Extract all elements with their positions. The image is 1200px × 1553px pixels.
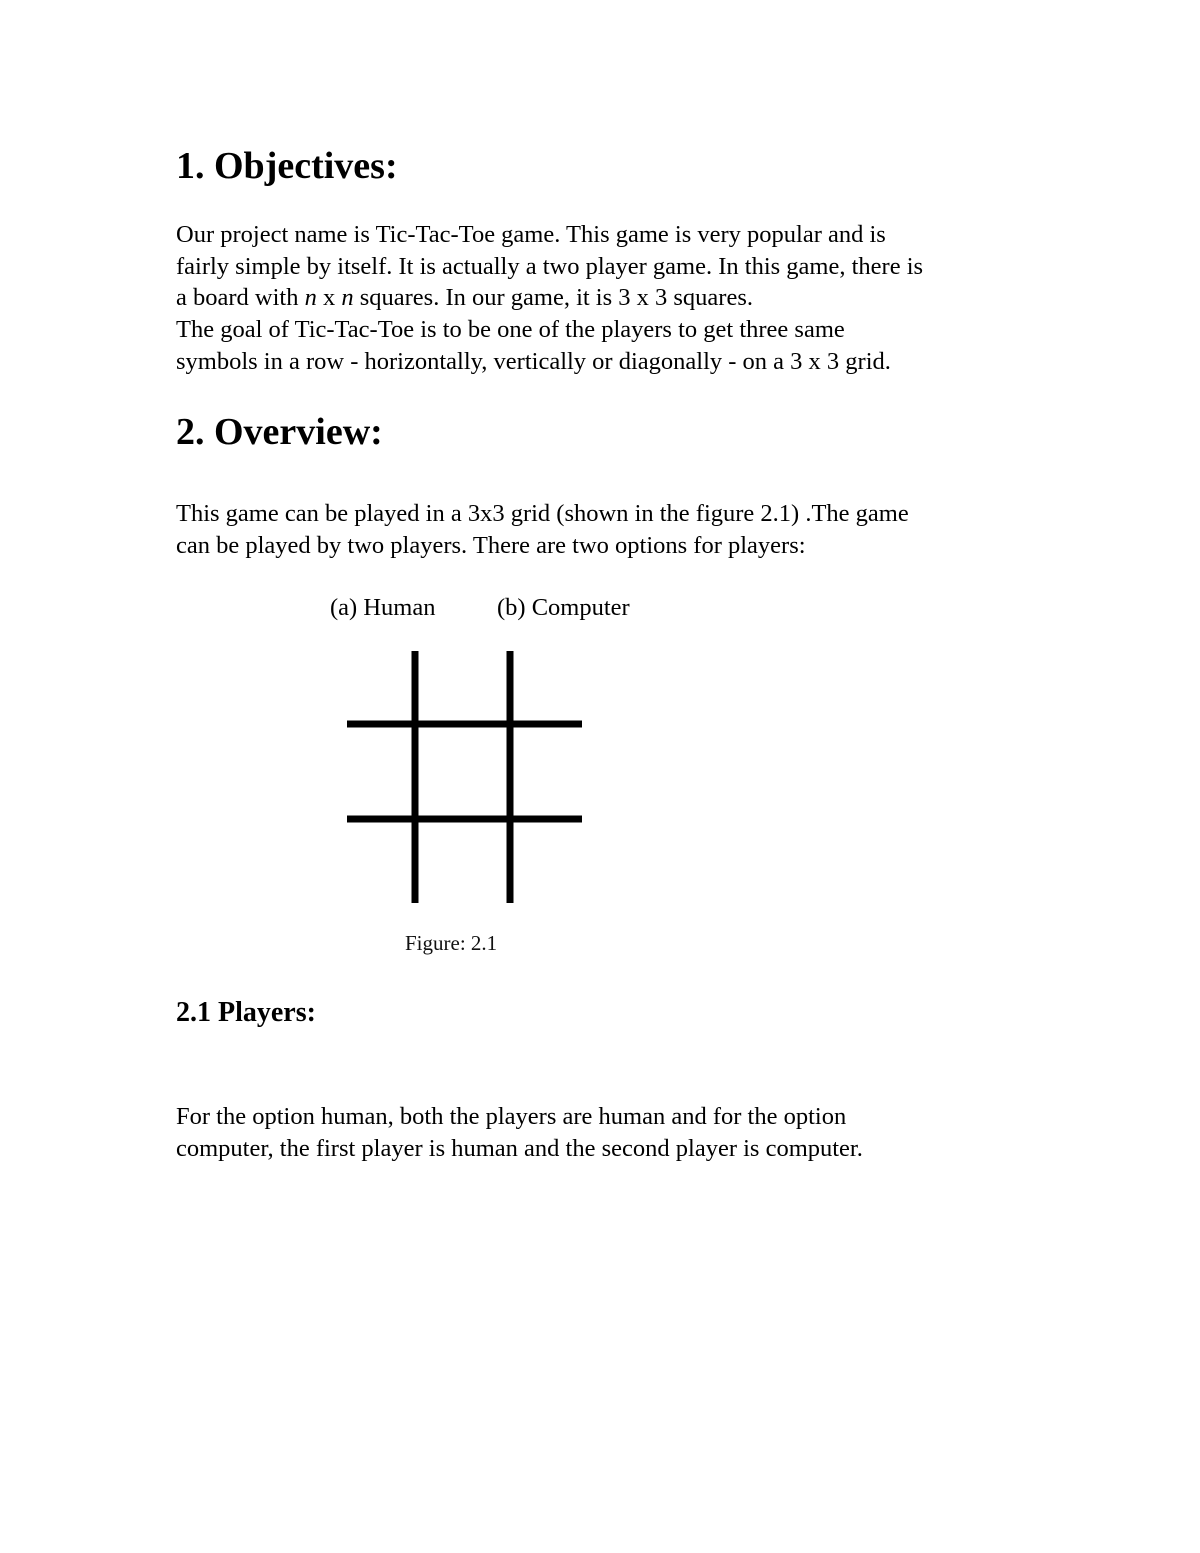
overview-line-1: This game can be played in a 3x3 grid (shown in the figure 2.1) .The game (176, 500, 909, 527)
players-line-1: For the option human, both the players are human and for the option (176, 1103, 847, 1130)
option-human: (a) Human (330, 594, 436, 621)
objectives-line-3-start: a board with (176, 284, 305, 311)
objectives-line-2: fairly simple by itself. It is actually a two player game. In this game, there is (176, 252, 924, 280)
goal-line-1: The goal of Tic-Tac-Toe is to be one of the players to get three same (176, 316, 845, 343)
players-heading: 2.1 Players: (176, 997, 316, 1028)
option-computer: (b) Computer (497, 594, 630, 621)
players-line-2: computer, the first player is human and the second player is computer. (176, 1134, 863, 1162)
goal-line-2: symbols in a row - horizontally, vertically or diagonally - on a 3 x 3 grid. (176, 347, 891, 375)
objectives-paragraph-2 (176, 314, 891, 377)
objectives-paragraph-1 (176, 219, 923, 314)
objectives-line-3 (176, 282, 923, 314)
times-sign: x (316, 284, 342, 311)
overview-heading: 2. Overview: (176, 411, 383, 453)
overview-paragraph (176, 498, 909, 561)
players-paragraph (176, 1101, 863, 1164)
objectives-line-1: Our project name is Tic-Tac-Toe game. This game is very popular and is (176, 221, 886, 248)
objectives-line-3-end: squares. In our game, it is 3 x 3 squares. (353, 284, 753, 311)
tic-tac-toe-grid-figure (340, 645, 590, 907)
variable-n-second: n (341, 284, 354, 311)
variable-n-first: n (304, 284, 317, 311)
overview-line-2: can be played by two players. There are two options for players: (176, 531, 806, 559)
objectives-heading: 1. Objectives: (176, 145, 398, 187)
figure-caption: Figure: 2.1 (405, 931, 498, 955)
